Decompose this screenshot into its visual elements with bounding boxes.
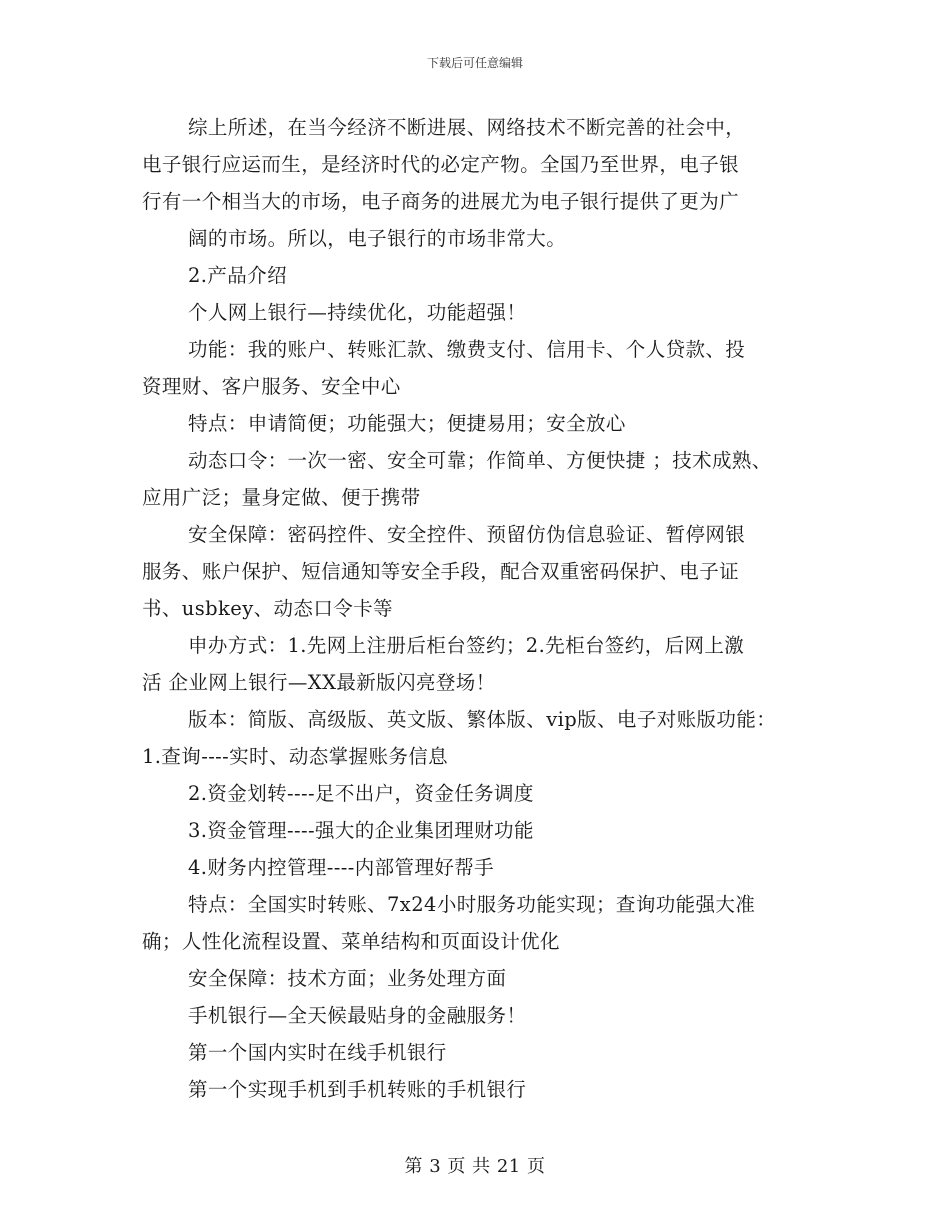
text-line: 确；人性化流程设置、菜单结构和页面设计优化 xyxy=(142,930,560,953)
text-line: 综上所述，在当今经济不断进展、网络技术不断完善的社会中， xyxy=(188,116,746,139)
text-line: 安全保障：技术方面；业务处理方面 xyxy=(188,967,507,990)
text-line: 动态口令：一次一密、安全可靠；作简单、方便快捷 ；技术成熟、 xyxy=(188,449,772,472)
text-line: 行有一个相当大的市场，电子商务的进展尤为电子银行提供了更为广 xyxy=(142,190,740,213)
text-line: 2.资金划转----足不出户，资金任务调度 xyxy=(188,782,534,805)
text-line: 1.查询----实时、动态掌握账务信息 xyxy=(142,745,449,768)
text-line: 第一个实现手机到手机转账的手机银行 xyxy=(188,1078,527,1101)
text-line: 个人网上银行—持续优化，功能超强！ xyxy=(188,301,527,324)
text-line: 申办方式：1.先网上注册后柜台签约；2.先柜台签约，后网上激 xyxy=(188,634,745,657)
page-header-note: 下载后可任意编辑 xyxy=(426,56,523,70)
text-line: 服务、账户保护、短信通知等安全手段，配合双重密码保护、电子证 xyxy=(142,560,740,583)
text-line: 电子银行应运而生，是经济时代的必定产物。全国乃至世界，电子银 xyxy=(142,153,740,176)
text-line: 4.财务内控管理----内部管理好帮手 xyxy=(188,856,495,879)
text-line: 阔的市场。所以，电子银行的市场非常大。 xyxy=(188,227,567,250)
text-line: 手机银行—全天候最贴身的金融服务！ xyxy=(188,1004,527,1027)
text-line: 书、usbkey、动态口令卡等 xyxy=(142,597,393,620)
text-line: 版本：简版、高级版、英文版、繁体版、vip版、电子对账版功能： xyxy=(188,708,777,731)
document-body xyxy=(142,109,832,1108)
section-heading: 2.产品介绍 xyxy=(188,264,288,287)
text-line: 安全保障：密码控件、安全控件、预留仿伪信息验证、暂停网银 xyxy=(188,523,746,546)
text-line: 特点：全国实时转账、7x24小时服务功能实现；查询功能强大准 xyxy=(188,893,756,916)
text-line: 3.资金管理----强大的企业集团理财功能 xyxy=(188,819,534,842)
text-line: 第一个国内实时在线手机银行 xyxy=(188,1041,447,1064)
text-line: 活 企业网上银行—XX最新版闪亮登场！ xyxy=(142,671,496,694)
text-line: 应用广泛；量身定做、便于携带 xyxy=(142,486,421,509)
text-line: 特点：申请简便；功能强大；便捷易用；安全放心 xyxy=(188,412,626,435)
page-number: 第 3 页 共 21 页 xyxy=(404,1156,546,1177)
text-line: 功能：我的账户、转账汇款、缴费支付、信用卡、个人贷款、投 xyxy=(188,338,746,361)
text-line: 资理财、客户服务、安全中心 xyxy=(142,375,401,398)
